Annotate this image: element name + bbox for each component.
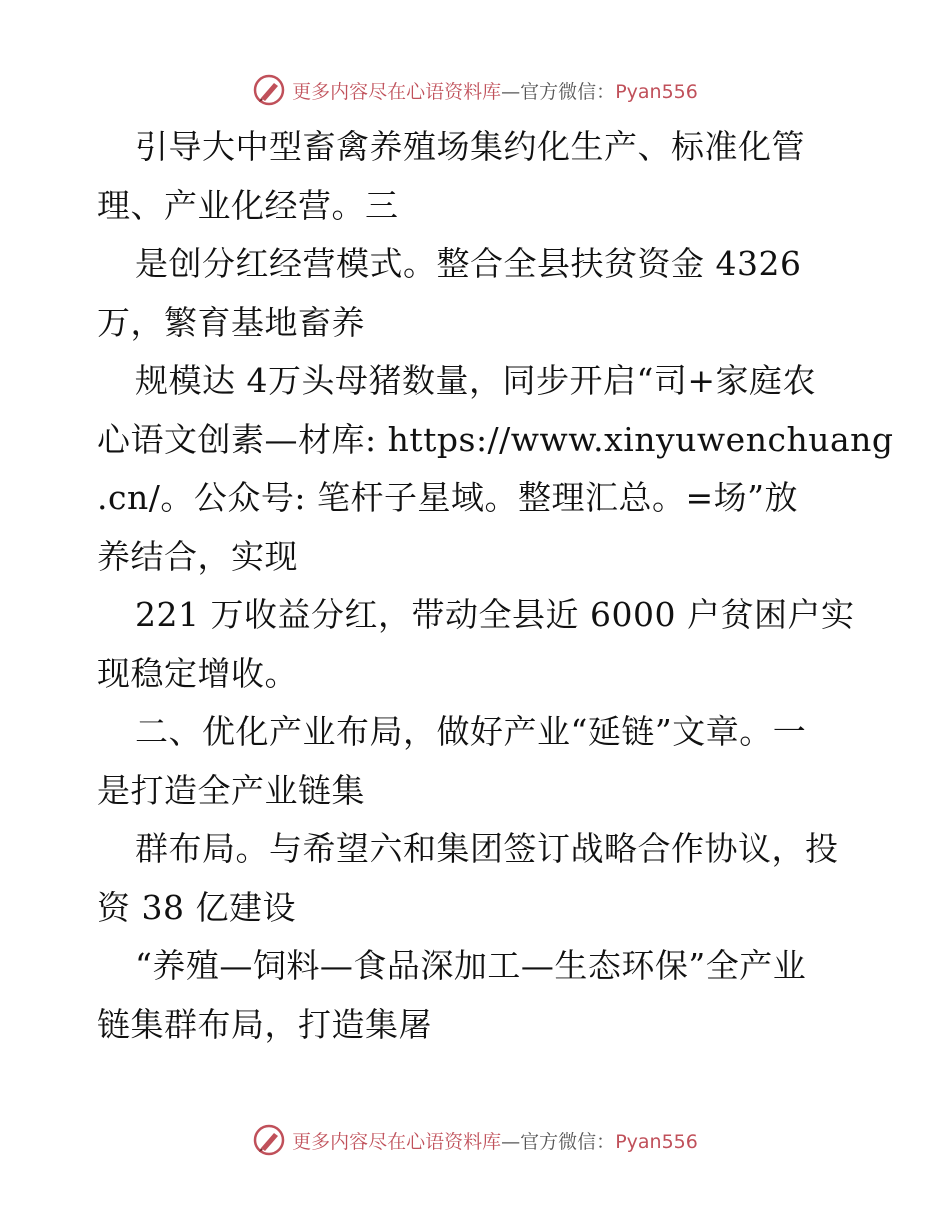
watermark-main-text: 更多内容尽在心语资料库 — [292, 80, 502, 103]
text-line: 心语文创素—材库: https://www.xinyuwenchuang — [97, 419, 894, 459]
text-line: “养殖—饲料—食品深加工—生态环保”全产业 — [135, 946, 807, 985]
watermark-official-label: 官方微信： — [520, 80, 616, 103]
text-line: 是创分红经营模式。整合全县扶贫资金 4326 — [135, 244, 802, 283]
text-line: 理、产业化经营。三 — [97, 185, 399, 225]
watermark-text — [292, 77, 698, 104]
watermark-wechat-id: Pyan556 — [615, 80, 698, 103]
pen-in-circle-logo-icon — [252, 1123, 286, 1157]
text-line: 规模达 4万头母猪数量，同步开启“司+家庭农 — [135, 361, 817, 400]
watermark-banner — [252, 73, 698, 107]
text-line: 是打造全产业链集 — [97, 770, 365, 810]
text-line: 链集群布局，打造集屠 — [97, 1004, 432, 1044]
watermark-separator: — — [501, 1130, 521, 1153]
text-line: .cn/。公众号: 笔杆子星域。整理汇总。=场”放 — [97, 478, 798, 517]
text-line: 养结合，实现 — [97, 536, 298, 576]
watermark-official-label: 官方微信： — [520, 1130, 616, 1153]
text-line: 引导大中型畜禽养殖场集约化生产、标准化管 — [135, 127, 805, 166]
pen-in-circle-logo-icon — [252, 73, 286, 107]
watermark-banner — [252, 1123, 698, 1157]
watermark-separator: — — [501, 80, 521, 103]
document-body — [97, 118, 894, 1054]
text-line: 二、优化产业布局，做好产业“延链”文章。一 — [135, 712, 807, 751]
watermark-main-text: 更多内容尽在心语资料库 — [292, 1130, 502, 1153]
watermark-text — [292, 1127, 698, 1154]
text-line: 221 万收益分红，带动全县近 6000 户贫困户实 — [135, 595, 855, 634]
header-watermark — [0, 70, 950, 110]
text-line: 资 38 亿建设 — [97, 887, 296, 927]
text-line: 群布局。与希望六和集团签订战略合作协议，投 — [135, 829, 839, 868]
footer-watermark — [0, 1120, 950, 1160]
text-line: 万，繁育基地畜养 — [97, 302, 365, 342]
watermark-wechat-id: Pyan556 — [615, 1130, 698, 1153]
text-line: 现稳定增收。 — [97, 653, 298, 693]
